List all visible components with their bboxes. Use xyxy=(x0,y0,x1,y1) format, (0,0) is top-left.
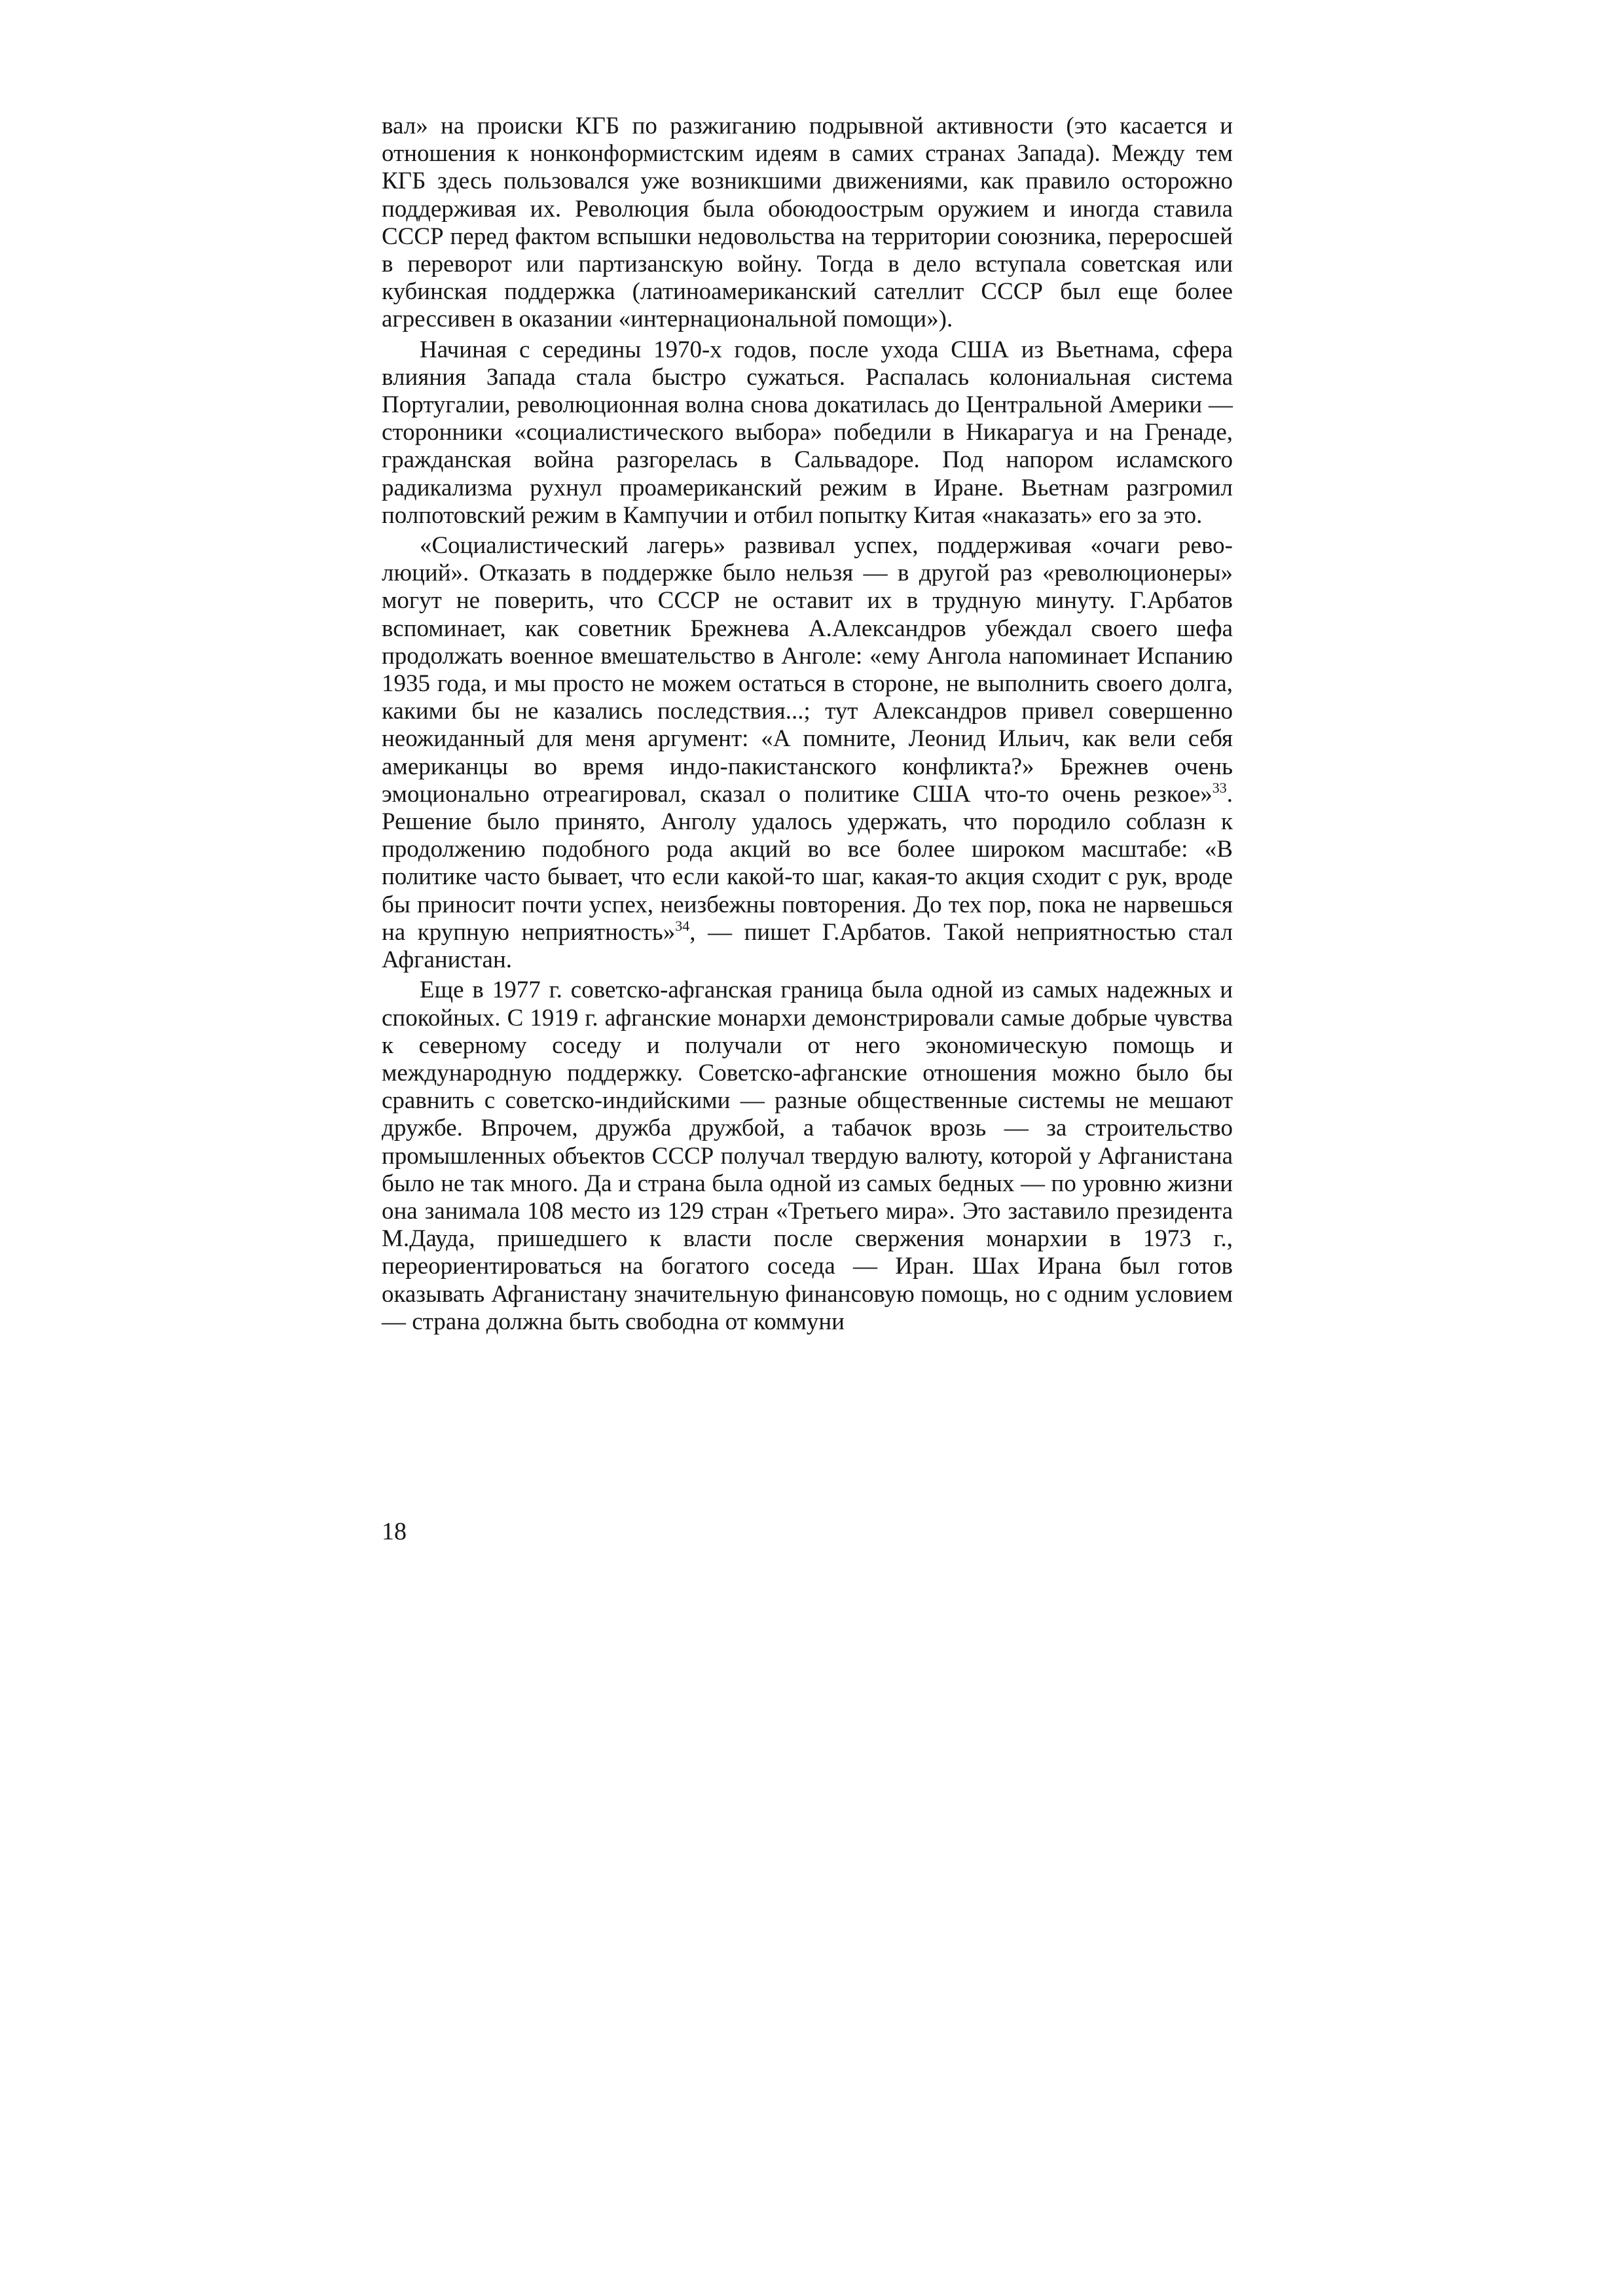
paragraph-continuation: вал» на происки КГБ по разжиганию подрывной активности (это касается и отношения к нонконформистским идеям в самих странах Запада). Между тем КГБ здесь пользовался уже возникшими движениями, как правило осторожно поддерживая их. Революция была обоюдоострым оружием и иногда ставила СССР перед фактом вспышки недовольства на территории союзника, переросшей в переворот или партизанскую войну. Тогда в дело вступала советская или кубинская поддержка (латиноамериканский сателлит СССР был еще более агрессивен в оказании «интернациональной помощи»). xyxy=(382,113,1233,333)
footnote-marker-34: 34 xyxy=(675,917,690,934)
main-text xyxy=(382,113,1233,1336)
paragraph-sphere-of-influence: Начиная с середины 1970-х годов, после ухода США из Вьетнама, сфера влияния Запада стала быстро сужаться. Распалась колониальная система Португалии, революционная волна снова докатилась до Центральной Америки — сторонники «социалистического выбора» победили в Никарагуа и на Гренаде, гражданская война разгорелась в Сальвадоре. Под напором исламского радикализма рухнул проамериканский режим в Иране. Вьетнам разгромил полпотовский режим в Кампучии и отбил попытку Китая «наказать» его за это. xyxy=(382,336,1233,529)
paragraph-socialist-camp-part-3: , — пишет Г.Арбатов. Такой неприятностью стал Афганистан. xyxy=(382,918,1233,974)
footnote-marker-33: 33 xyxy=(1212,779,1227,796)
page-number: 18 xyxy=(382,1518,407,1545)
paragraph-socialist-camp-part-1: «Социалистический лагерь» развивал успех, поддерживая «очаги революций». Отказать в поддержке было нельзя — в другой раз «революционеры» могут не поверить, что СССР не оставит их в трудную минуту. Г.Арбатов вспоминает, как советник Брежнева А.Александров убеждал своего шефа продолжать военное вмешательство в Анголе: «ему Ангола напоминает Испанию 1935 года, и мы просто не можем остаться в стороне, не выполнить своего долга, какими бы не казались последствия...; тут Александров привел совершенно неожиданный для меня аргумент: «А помните, Леонид Ильич, как вели себя американцы во время индо-пакистанского конфликта?» Брежнев очень эмоционально отреагировал, сказал о политике США что-то очень резкое» xyxy=(382,532,1233,808)
paragraph-socialist-camp-part-2: . Решение было принято, Анголу удалось удержать, что породило соблазн к продолжению подобного рода акций во все более широком масштабе: «В политике часто бывает, что если какой-то шаг, какая-то акция сходит с рук, вроде бы приносит почти успех, неизбежны повторения. До тех пор, пока не нарвешься на крупную неприятность» xyxy=(382,780,1233,946)
paragraph-afghanistan: Еще в 1977 г. советско-афганская граница была одной из самых надежных и спокойных. С 1919 г. афганские монархи демонстрировали самые добрые чувства к северному соседу и получали от него экономическую помощь и международную поддержку. Советско-афганские отношения можно было бы сравнить с советско-индийскими — разные общественные системы не мешают дружбе. Впрочем, дружба дружбой, а табачок врозь — за строительство промышленных объектов СССР получал твердую валюту, которой у Афганистана было не так много. Да и страна была одной из самых бедных — по уровню жизни она занимала 108 место из 129 стран «Третьего мира». Это заставило президента М.Дауда, пришедшего к власти после свержения монархии в 1973 г., переориентироваться на богатого соседа — Иран. Шах Ирана был готов оказывать Афганистану значительную финансовую помощь, но с одним условием — страна должна быть свободна от коммуни xyxy=(382,977,1233,1335)
paragraph-socialist-camp xyxy=(382,532,1233,974)
